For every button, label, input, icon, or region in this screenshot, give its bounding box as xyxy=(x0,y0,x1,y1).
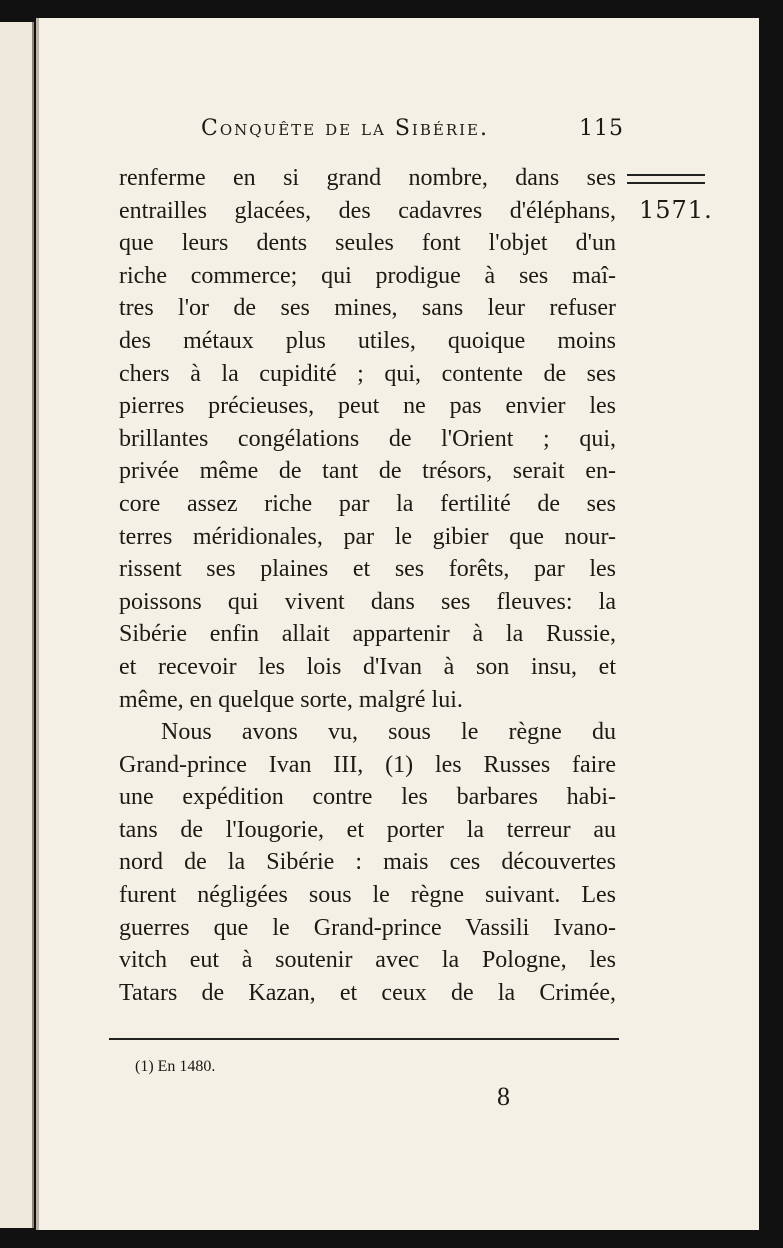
text-line: guerres que le Grand-prince Vassili Ivano- xyxy=(119,914,616,941)
facing-page-edge xyxy=(0,22,34,1228)
text-line: Tatars de Kazan, et ceux de la Crimée, xyxy=(119,979,616,1006)
marginal-rule xyxy=(627,174,705,184)
text-line: renferme en si grand nombre, dans ses xyxy=(119,165,616,191)
text-line: et recevoir les lois d'Ivan à son insu, et xyxy=(119,653,616,680)
text-line: Grand-prince Ivan III, (1) les Russes faire xyxy=(119,751,616,778)
text-line: core assez riche par la fertilité de ses xyxy=(119,490,616,517)
text-line: entrailles glacées, des cadavres d'éléphans, xyxy=(119,197,616,224)
book-page xyxy=(36,18,759,1230)
running-title: Conquête de la Sibérie. xyxy=(201,116,489,141)
margin-year: 1571. xyxy=(639,196,713,224)
text-line: que leurs dents seules font l'objet d'un xyxy=(119,230,616,257)
text-line: rissent ses plaines et ses forêts, par les xyxy=(119,556,616,583)
text-line: des métaux plus utiles, quoique moins xyxy=(119,327,616,354)
signature-mark: 8 xyxy=(497,1082,510,1111)
text-line: tres l'or de ses mines, sans leur refuser xyxy=(119,295,616,322)
text-line: poissons qui vivent dans ses fleuves: la xyxy=(119,588,616,615)
footnote-rule xyxy=(109,1038,619,1040)
body-text xyxy=(119,162,616,1009)
page-number: 115 xyxy=(579,116,624,141)
text-line: tans de l'Iougorie, et porter la terreur au xyxy=(119,816,616,843)
text-line: riche commerce; qui prodigue à ses maî- xyxy=(119,262,616,289)
text-line: terres méridionales, par le gibier que nour- xyxy=(119,523,616,550)
footnote: (1) En 1480. xyxy=(135,1058,216,1075)
text-line: même, en quelque sorte, malgré lui. xyxy=(119,686,463,713)
text-line: furent négligées sous le règne suivant. Les xyxy=(119,882,616,909)
text-line: brillantes congélations de l'Orient ; qui, xyxy=(119,425,616,452)
text-line: Sibérie enfin allait appartenir à la Russie, xyxy=(119,621,616,648)
text-line: chers à la cupidité ; qui, contente de ses xyxy=(119,360,616,387)
text-line: privée même de tant de trésors, serait en- xyxy=(119,458,616,485)
text-line: vitch eut à soutenir avec la Pologne, les xyxy=(119,947,616,974)
text-line: pierres précieuses, peut ne pas envier les xyxy=(119,393,616,420)
text-line: nord de la Sibérie : mais ces découvertes xyxy=(119,849,616,876)
text-line: une expédition contre les barbares habi- xyxy=(119,784,616,811)
text-line: Nous avons vu, sous le règne du xyxy=(161,719,616,746)
